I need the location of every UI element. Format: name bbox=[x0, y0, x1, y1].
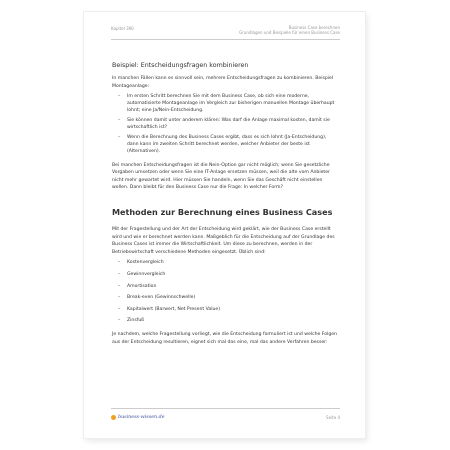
dash-marker: – bbox=[118, 118, 121, 124]
list-item-text: Im ersten Schritt berechnen Sie mit dem Business Case, ob sich eine moderne, automatisierte Montageanlage im Vergleich zur bisherigen manuellen Montage überhaupt lohnt; eine Ja/Nein-Entscheidung. bbox=[127, 94, 335, 113]
document-page bbox=[84, 12, 365, 438]
dash-marker: – bbox=[118, 295, 121, 301]
dash-marker: – bbox=[118, 283, 121, 289]
header-title-block bbox=[239, 25, 340, 35]
example-paragraph: Bei manchen Entscheidungsfragen ist die Nein-Option gar nicht möglich; wenn Sie gesetzliche Vorgaben umsetzen oder wenn Sie eine IT-Anlage ersetzen müssen, weil die alte vom Anbieter nicht mehr gewartet wird. Hier müssen Sie handeln, wenn Sie das Geschäft nicht einstellen wollen. Dann bleibt für den Business Case nur die Frage: In welcher Form? bbox=[112, 162, 330, 191]
logo-dot-icon bbox=[111, 415, 116, 420]
dash-marker: – bbox=[118, 306, 121, 312]
list-item-text: Wenn die Berechnung des Business Cases ergibt, dass es sich lohnt (Ja-Entscheidung), dann kann im zweiten Schritt berechnet werden, welcher Anbieter der beste ist (Alternativen). bbox=[127, 135, 327, 154]
dash-marker: – bbox=[118, 260, 121, 266]
list-item-text: Break-even (Gewinnschwelle) bbox=[127, 295, 196, 301]
list-item bbox=[118, 318, 339, 325]
example-heading: Beispiel: Entscheidungsfragen kombinieren bbox=[112, 62, 249, 69]
site-logo bbox=[111, 415, 165, 420]
dash-marker: – bbox=[118, 135, 121, 141]
methods-paragraph: Mit der Fragestellung und der Art der Entscheidung wird geklärt, wie der Business Case erstellt wird und wie er berechnet werden kann. Maßgeblich für die Entscheidung auf der Grundlage des Business Cases ist immer die Wirtschaftlichkeit. Um diese zu berechnen, werden in der Betriebswirtschaft verschiedene Methoden eingesetzt. Üblich sind: bbox=[112, 226, 335, 255]
dash-marker: – bbox=[118, 94, 121, 100]
list-item bbox=[118, 295, 339, 302]
list-item-text: Amortisation bbox=[127, 283, 157, 289]
page-footer bbox=[111, 408, 340, 425]
page-number: Seite 4 bbox=[326, 415, 340, 420]
list-item bbox=[118, 94, 339, 114]
methods-closing-paragraph: Je nachdem, welche Fragestellung vorliegt, wie die Entscheidung formuliert ist und welche Folgen aus der Entscheidung resultieren, eignet sich mal das eine, mal das andere Verfahren besser: bbox=[112, 332, 338, 345]
methods-list bbox=[112, 260, 339, 325]
dash-marker: – bbox=[118, 318, 121, 324]
list-item-text: Zinsfuß bbox=[127, 318, 145, 324]
list-item bbox=[118, 118, 339, 132]
chapter-label: Kapitel 390 bbox=[111, 26, 134, 31]
list-item bbox=[118, 260, 339, 267]
page-content bbox=[112, 62, 339, 350]
methods-heading: Methoden zur Berechnung eines Business Cases bbox=[112, 206, 333, 217]
example-intro: In manchen Fällen kann es sinnvoll sein, mehrere Entscheidungsfragen zu kombinieren. Beispiel Montageanlage: bbox=[112, 76, 334, 89]
list-item-text: Kapitalwert (Barwert, Net Present Value) bbox=[127, 306, 221, 312]
list-item bbox=[118, 307, 339, 314]
list-item bbox=[118, 135, 339, 155]
header-title: Business Case berechnen bbox=[288, 25, 340, 30]
list-item-text: Sie können damit unter anderem klären: Was darf die Anlage maximal kosten, damit sie wirtschaftlich ist? bbox=[127, 118, 330, 130]
logo-text: business-wissen.de bbox=[118, 415, 165, 420]
example-bullet-list bbox=[112, 94, 339, 155]
page-header bbox=[111, 25, 340, 40]
list-item-text: Kostenvergleich bbox=[127, 260, 164, 266]
list-item-text: Gewinnvergleich bbox=[127, 271, 166, 277]
header-subtitle: Grundlagen und Beispiele für einen Business Case bbox=[239, 30, 340, 35]
dash-marker: – bbox=[118, 271, 121, 277]
list-item bbox=[118, 272, 339, 279]
list-item bbox=[118, 284, 339, 291]
